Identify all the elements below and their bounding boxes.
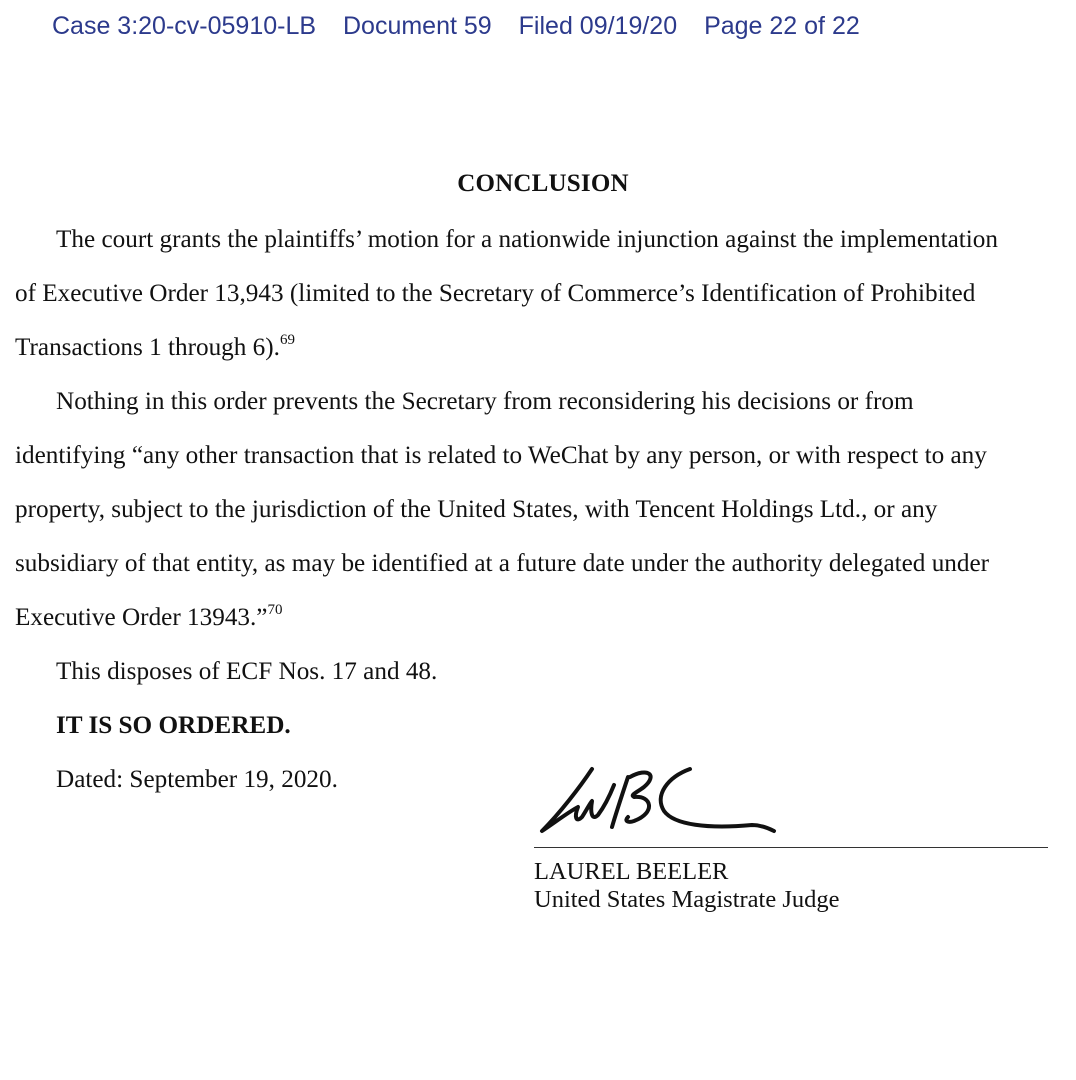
section-heading: CONCLUSION <box>457 170 629 197</box>
case-header <box>52 12 880 41</box>
paragraph1-line2: of Executive Order 13,943 (limited to the Secretary of Commerce’s Identification of Prohibited <box>15 280 976 307</box>
footnote-70: 70 <box>267 602 283 618</box>
signature-line <box>534 847 1048 848</box>
paragraph1-line1: The court grants the plaintiffs’ motion for a nationwide injunction against the implementation <box>56 226 998 253</box>
filed-date: Filed 09/19/20 <box>518 12 678 40</box>
paragraph2-line5 <box>15 603 282 636</box>
page-number: Page 22 of 22 <box>704 12 860 40</box>
paragraph2-line5-text: Executive Order 13943.” <box>15 604 268 631</box>
paragraph2-line1: Nothing in this order prevents the Secretary from reconsidering his decisions or from <box>56 388 914 415</box>
paragraph1-line3 <box>15 333 295 366</box>
paragraph2-line3: property, subject to the jurisdiction of the United States, with Tencent Holdings Ltd., or any <box>15 496 938 523</box>
case-number: Case 3:20-cv-05910-LB <box>52 12 317 40</box>
so-ordered: IT IS SO ORDERED. <box>56 712 291 739</box>
document-number: Document 59 <box>343 12 492 40</box>
dated-line: Dated: September 19, 2020. <box>56 766 338 793</box>
judge-name: LAUREL BEELER <box>534 858 729 885</box>
paragraph2-line4: subsidiary of that entity, as may be identified at a future date under the authority delegated under <box>15 550 990 577</box>
handwritten-signature <box>530 755 790 845</box>
paragraph2-line2: identifying “any other transaction that is related to WeChat by any person, or with respect to any <box>15 442 987 469</box>
footnote-69: 69 <box>279 332 295 348</box>
disposes-line: This disposes of ECF Nos. 17 and 48. <box>56 658 438 685</box>
judge-title: United States Magistrate Judge <box>534 886 840 913</box>
paragraph1-line3-text: Transactions 1 through 6). <box>15 334 280 361</box>
